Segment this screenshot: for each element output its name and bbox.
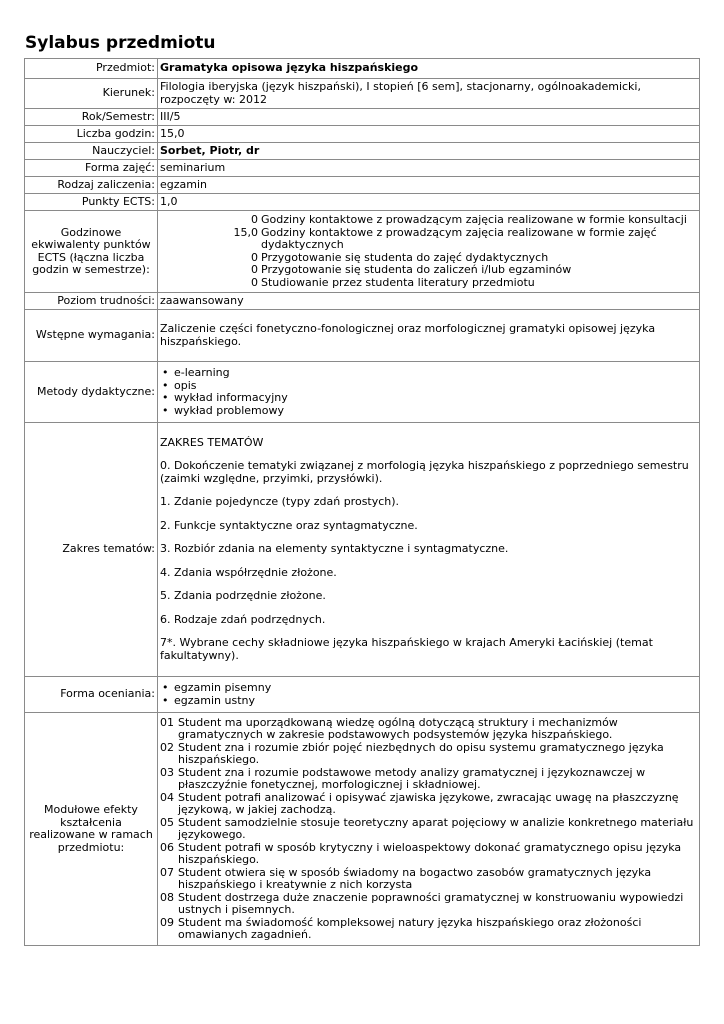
outcome-item xyxy=(160,817,697,842)
topic-item: 0. Dokończenie tematyki związanej z morfologią języka hiszpańskiego z poprzedniego semestru (zaimki względne, przyimki, przysłówki). xyxy=(160,459,689,485)
row-kierunek xyxy=(25,79,700,109)
row-przedmiot xyxy=(25,59,700,79)
class-form: seminarium xyxy=(158,160,700,177)
hours-value: 0 xyxy=(251,275,258,289)
topic-item: 3. Rozbiór zdania na elementy syntaktyczne i syntagmatyczne. xyxy=(160,542,509,556)
outcome-text: Student dostrzega duże znaczenie poprawności gramatycznej w konstruowaniu wypowiedzi ustnych i pisemnych. xyxy=(178,890,684,916)
row-zakres xyxy=(25,423,700,677)
hours-value: 0 xyxy=(251,213,258,226)
outcome-text: Student otwiera się w sposób świadomy na bogactwo zasobów gramatycznych języka hiszpańskiego i kreatywnie z nich korzysta xyxy=(178,865,652,891)
row-label: Punkty ECTS: xyxy=(25,194,158,211)
row-label: Przedmiot: xyxy=(25,59,158,79)
difficulty-level: zaawansowany xyxy=(158,293,700,310)
hours-value: 15,0 xyxy=(233,225,258,239)
list-item: • egzamin pisemny xyxy=(162,682,697,695)
row-forma xyxy=(25,160,700,177)
outcome-text: Student samodzielnie stosuje teoretyczny aparat pojęciowy w analizie konkretnego materiału językowego. xyxy=(178,815,694,841)
row-ects xyxy=(25,194,700,211)
outcome-item xyxy=(160,867,697,892)
outcome-item xyxy=(160,717,697,742)
outcome-number: 01 xyxy=(160,715,174,729)
outcome-number: 05 xyxy=(160,815,174,829)
topic-item: 4. Zdania współrzędnie złożone. xyxy=(160,565,337,579)
row-ekwiwalenty xyxy=(25,211,700,293)
row-label: Zakres tematów: xyxy=(25,423,158,677)
row-label: Poziom trudności: xyxy=(25,293,158,310)
outcome-number: 04 xyxy=(160,790,174,804)
hours-description: Studiowanie przez studenta literatury przedmiotu xyxy=(261,275,535,289)
outcome-item xyxy=(160,792,697,817)
outcome-text: Student potrafi w sposób krytyczny i wieloaspektowy dokonać gramatycznego opisu języka hiszpańskiego. xyxy=(178,840,682,866)
outcome-text: Student ma uporządkowaną wiedzę ogólną dotyczącą struktury i mechanizmów gramatycznych w zakresie podstawowych podsystemów języka hiszpańskiego. xyxy=(178,715,618,741)
outcome-text: Student ma świadomość kompleksowej natury języka hiszpańskiego oraz złożoności omawianych zagadnień. xyxy=(178,915,642,941)
hours-description: Przygotowanie się studenta do zaliczeń i/lub egzaminów xyxy=(261,263,572,276)
row-rok xyxy=(25,109,700,126)
grading-forms xyxy=(158,677,700,713)
row-label: Metody dydaktyczne: xyxy=(25,362,158,423)
outcome-item xyxy=(160,767,697,792)
outcome-item xyxy=(160,842,697,867)
outcome-item xyxy=(160,892,697,917)
hours-value: 0 xyxy=(251,250,258,264)
outcome-item xyxy=(160,742,697,767)
row-label: Godzinowe ekwiwalenty punktów ECTS (łączna liczba godzin w semestrze): xyxy=(25,211,158,293)
row-label: Rodzaj zaliczenia: xyxy=(25,177,158,194)
year-semester: III/5 xyxy=(158,109,700,126)
outcome-number: 02 xyxy=(160,740,174,754)
page-title: Sylabus przedmiotu xyxy=(25,33,216,53)
list-item: • e-learning xyxy=(162,367,697,380)
outcome-text: Student potrafi analizować i opisywać zjawiska językowe, zwracając uwagę na płaszczyznę językową, w jakiej zachodzą. xyxy=(178,790,679,816)
hours-description: Godziny kontaktowe z prowadzącym zajęcia realizowane w formie zajęć dydaktycznych xyxy=(261,225,657,251)
prerequisites: Zaliczenie części fonetyczno-fonologicznej oraz morfologicznej gramatyki opisowej języka hiszpańskiego. xyxy=(158,310,700,362)
list-item: • opis xyxy=(162,380,697,393)
row-label: Nauczyciel: xyxy=(25,143,158,160)
ects-hours-list xyxy=(158,211,700,293)
topic-item: 2. Funkcje syntaktyczne oraz syntagmatyczne. xyxy=(160,518,418,532)
teaching-methods xyxy=(158,362,700,423)
subject-name: Gramatyka opisowa języka hiszpańskiego xyxy=(158,59,700,79)
topic-item: 7*. Wybrane cechy składniowe języka hiszpańskiego w krajach Ameryki Łacińskiej (temat fakultatywny). xyxy=(160,636,653,662)
hours-item xyxy=(160,214,697,227)
topic-item: 5. Zdania podrzędnie złożone. xyxy=(160,589,326,603)
row-label: Liczba godzin: xyxy=(25,126,158,143)
hours-description: Godziny kontaktowe z prowadzącym zajęcia realizowane w formie konsultacji xyxy=(261,213,687,226)
hours-value: 0 xyxy=(251,263,258,276)
outcome-number: 06 xyxy=(160,840,174,854)
outcome-number: 09 xyxy=(160,915,174,929)
topic-item: ZAKRES TEMATÓW xyxy=(160,435,264,449)
row-godziny xyxy=(25,126,700,143)
ects-points: 1,0 xyxy=(158,194,700,211)
hours-item xyxy=(160,277,697,290)
row-label: Wstępne wymagania: xyxy=(25,310,158,362)
hours-count: 15,0 xyxy=(158,126,700,143)
learning-outcomes xyxy=(158,713,700,946)
hours-description: Przygotowanie się studenta do zajęć dydaktycznych xyxy=(261,250,549,264)
outcome-number: 07 xyxy=(160,865,174,879)
syllabus-table xyxy=(24,58,700,946)
row-label: Forma oceniania: xyxy=(25,677,158,713)
row-ocenianie xyxy=(25,677,700,713)
list-item: • egzamin ustny xyxy=(162,695,697,708)
row-wymagania xyxy=(25,310,700,362)
hours-item xyxy=(160,264,697,277)
outcome-text: Student zna i rozumie podstawowe metody analizy gramatycznej i językoznawczej w płaszczyźnie fonetycznej, morfologicznej i składniowej. xyxy=(178,765,646,791)
assessment-type: egzamin xyxy=(158,177,700,194)
row-label: Forma zajęć: xyxy=(25,160,158,177)
list-item: • wykład problemowy xyxy=(162,405,697,418)
row-label: Rok/Semestr: xyxy=(25,109,158,126)
topics-list xyxy=(158,423,700,677)
field-of-study: Filologia iberyjska (język hiszpański), I stopień [6 sem], stacjonarny, ogólnoakademicki, rozpoczęty w: 2012 xyxy=(158,79,700,109)
list-item: • wykład informacyjny xyxy=(162,392,697,405)
topic-item: 1. Zdanie pojedyncze (typy zdań prostych). xyxy=(160,495,400,509)
row-metody xyxy=(25,362,700,423)
row-label: Kierunek: xyxy=(25,79,158,109)
teacher-name: Sorbet, Piotr, dr xyxy=(158,143,700,160)
row-zaliczenie xyxy=(25,177,700,194)
outcome-number: 08 xyxy=(160,890,174,904)
row-poziom xyxy=(25,293,700,310)
outcome-number: 03 xyxy=(160,765,174,779)
row-nauczyciel xyxy=(25,143,700,160)
outcome-text: Student zna i rozumie zbiór pojęć niezbędnych do opisu systemu gramatycznego języka hiszpańskiego. xyxy=(178,740,664,766)
topic-item: 6. Rodzaje zdań podrzędnych. xyxy=(160,612,326,626)
outcome-item xyxy=(160,917,697,942)
row-efekty xyxy=(25,713,700,946)
row-label: Modułowe efekty kształcenia realizowane w ramach przedmiotu: xyxy=(25,713,158,946)
hours-item xyxy=(160,227,697,252)
